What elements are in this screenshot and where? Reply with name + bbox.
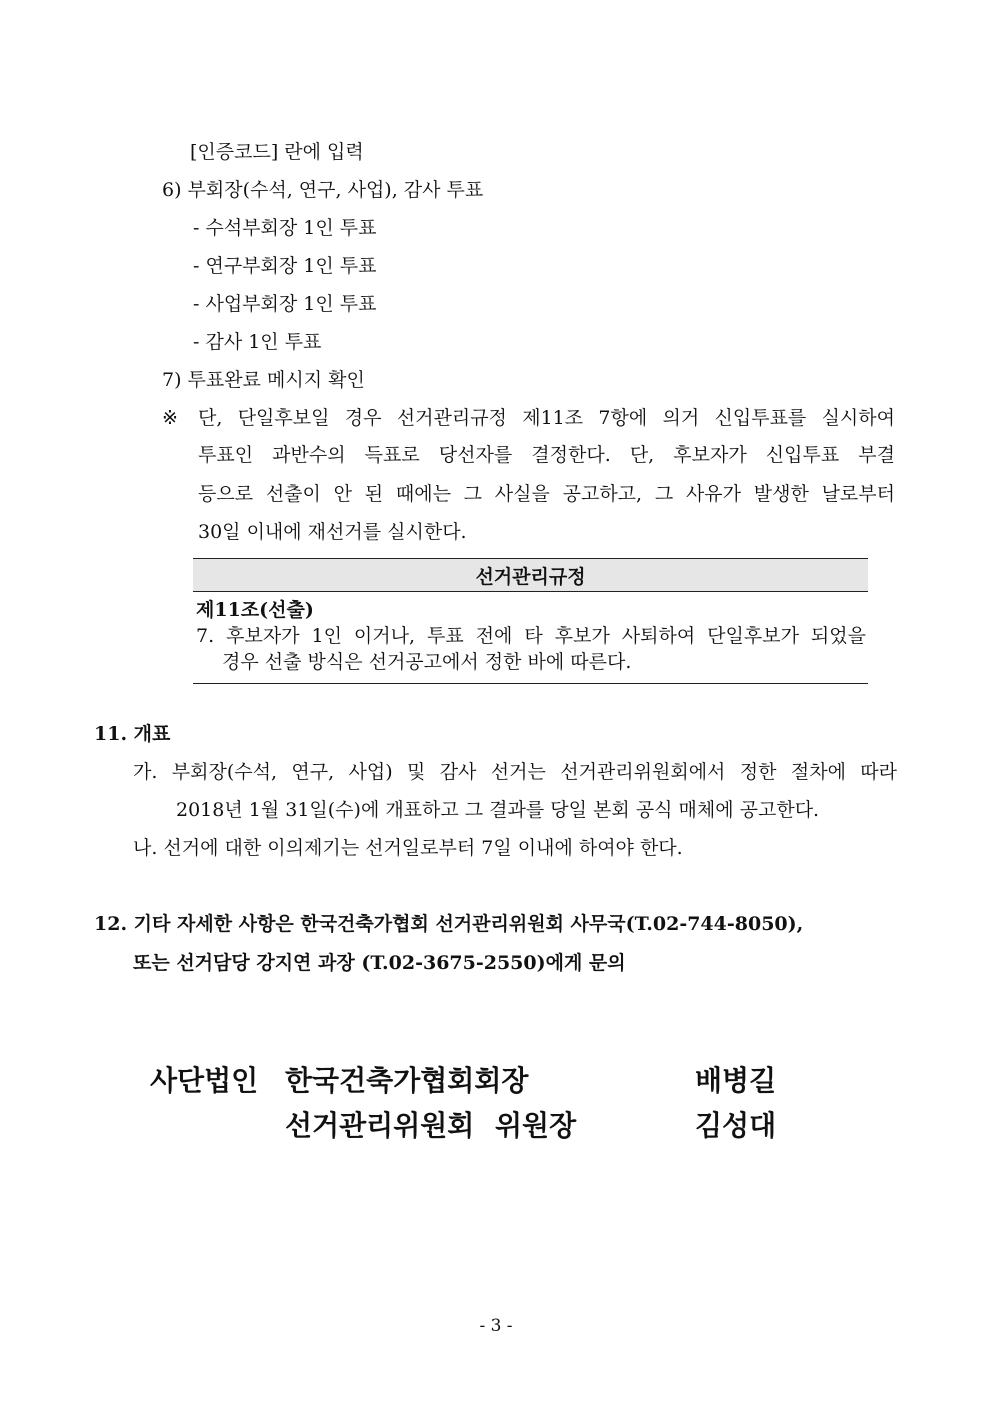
step-6-item-2: - 연구부회장 1인 투표: [193, 255, 377, 277]
section-11-item-a-line-2: 2018년 1월 31일(수)에 개표하고 그 결과를 당일 본회 공식 매체에 공고한다.: [176, 799, 820, 821]
section-12-line-2: 또는 선거담당 강지연 과장 (T.02-3675-2550)에게 문의: [133, 952, 626, 974]
step-6-item-1: - 수석부회장 1인 투표: [193, 217, 377, 239]
regulation-box-title: 선거관리규정: [193, 558, 868, 592]
step-6: 6) 부회장(수석, 연구, 사업), 감사 투표: [162, 179, 484, 201]
signature-committee-org: 선거관리위원회: [285, 1109, 475, 1142]
signature-chair-name: 김성대: [695, 1109, 777, 1142]
regulation-clause-line-1: 7. 후보자가 1인 이거나, 투표 전에 타 후보가 사퇴하여 단일후보가 되었을: [196, 625, 866, 647]
step-7: 7) 투표완료 메시지 확인: [162, 369, 365, 391]
page-number: - 3 -: [479, 1316, 513, 1336]
signature-president-name: 배병길: [695, 1064, 777, 1097]
step-code-line: [인증코드] 란에 입력: [190, 141, 364, 163]
regulation-article: 제11조(선출): [196, 599, 314, 621]
signature-row-2: [0, 1108, 992, 1148]
signature-org-prefix: 사단법인: [150, 1064, 259, 1097]
regulation-clause-line-2: 경우 선출 방식은 선거공고에서 정한 바에 따른다.: [222, 651, 632, 673]
section-11-item-b: 나. 선거에 대한 이의제기는 선거일로부터 7일 이내에 하여야 한다.: [133, 837, 683, 859]
section-11-item-a-line-1: 가. 부회장(수석, 연구, 사업) 및 감사 선거는 선거관리위원회에서 정한 절차에 따라: [133, 761, 897, 783]
signature-association-president-title: 한국건축가협회회장: [285, 1064, 529, 1097]
signature-row-1: [0, 1063, 992, 1103]
section-11-heading: 11. 개표: [94, 723, 171, 745]
step-6-item-4: - 감사 1인 투표: [193, 331, 322, 353]
note-mark: ※: [162, 407, 178, 429]
section-12-line-1: 12. 기타 자세한 사항은 한국건축가협회 선거관리위원회 사무국(T.02-744-8050),: [94, 913, 804, 935]
note-line-1: 단, 단일후보일 경우 선거관리규정 제11조 7항에 의거 신입투표를 실시하여: [198, 407, 895, 429]
note-line-4: 30일 이내에 재선거를 실시한다.: [198, 521, 467, 543]
step-6-item-3: - 사업부회장 1인 투표: [193, 293, 377, 315]
note-line-2: 투표인 과반수의 득표로 당선자를 결정한다. 단, 후보자가 신입투표 부결: [198, 444, 895, 466]
note-line-3: 등으로 선출이 안 된 때에는 그 사실을 공고하고, 그 사유가 발생한 날로부터: [198, 483, 895, 505]
regulation-box-bottom-rule: [193, 683, 868, 684]
signature-committee-chair-title: 위원장: [495, 1109, 577, 1142]
